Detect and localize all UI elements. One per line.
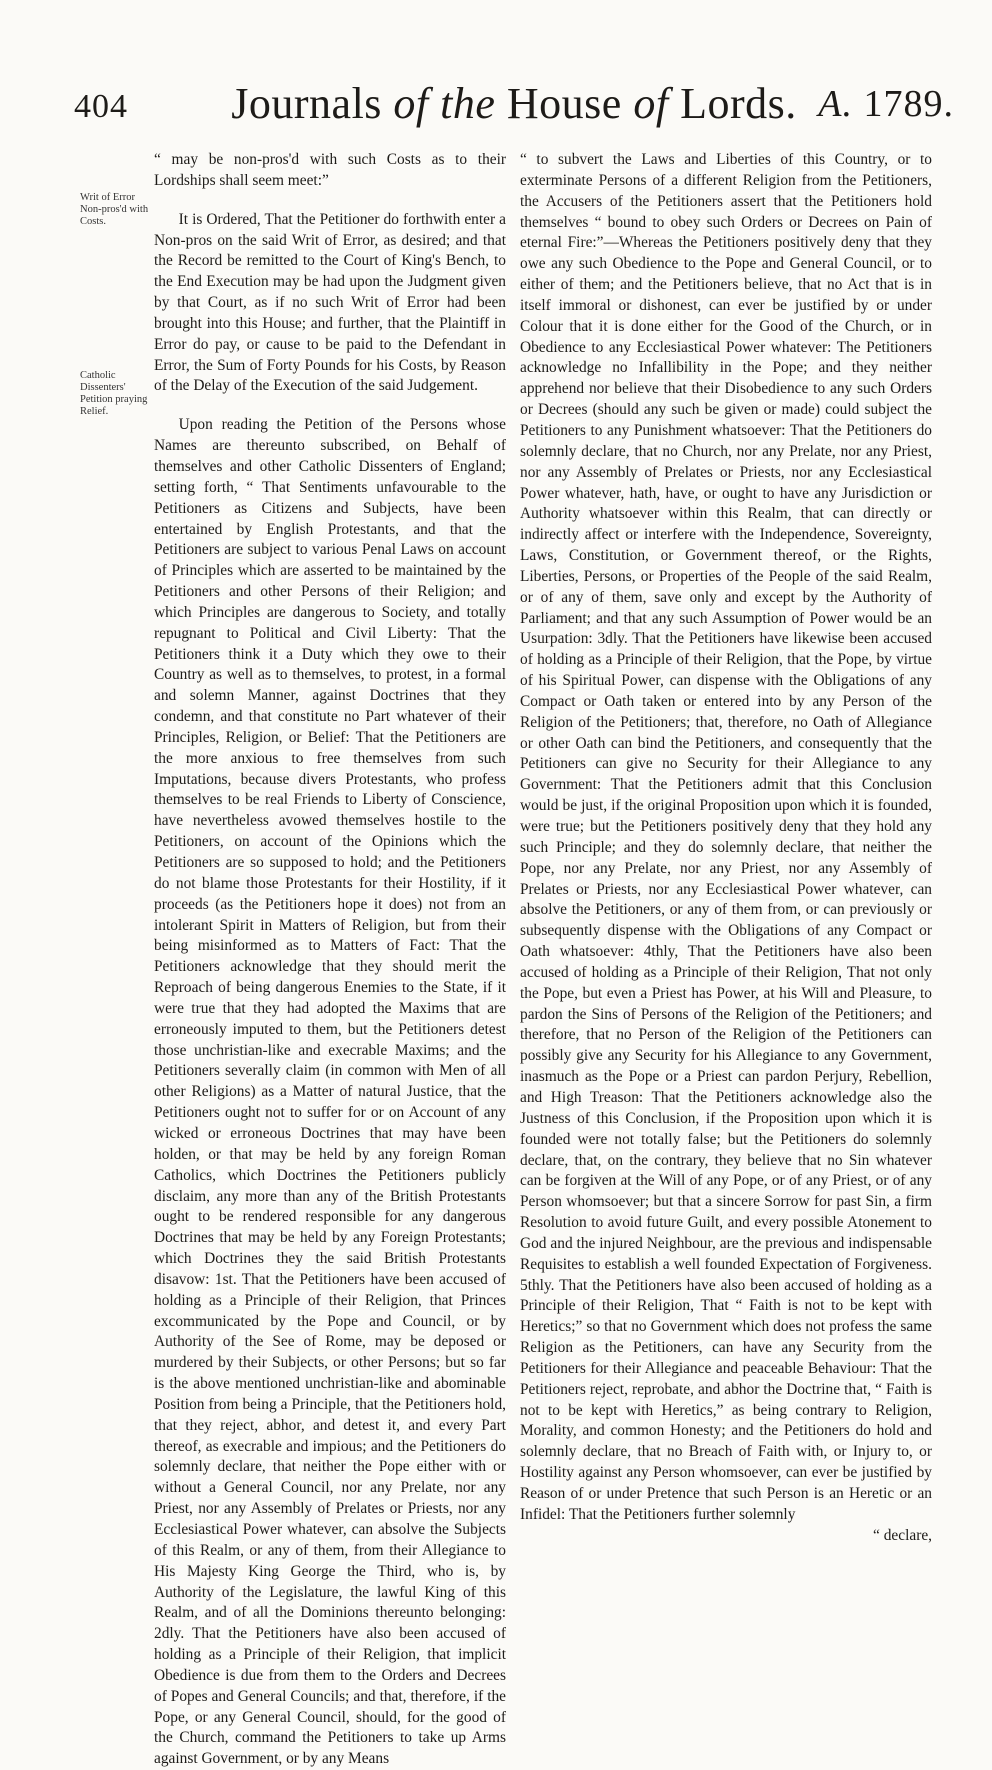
margin-note-writ-of-error: Writ of Error Non-pros'd with Costs. [80,192,149,227]
right-para-1: “ to subvert the Laws and Liberties of this Country, or to exterminate Persons of a different Religion from the Petitioners, the Accusers of the Petitioners assert that the Petitioners hold themselves “ bound to obey such Orders or Decrees on Pain of eternal Fire:”—Whereas the Petitioners positively deny that they owe any such Obedience to the Pope and General Council, or to either of them; and the Petitioners believe, that no Act that is in itself immoral or dishonest, can ever be justified by or under Colour that it is done either for the Good of the Church, or in Obedience to any Ecclesiastical Power whatever: The Petitioners acknowledge no Infallibility in the Pope; and they neither apprehend nor believe that their Disobedience to any such Orders or Decrees (should any such be given or made) could subject the Petitioners to any Punishment whatsoever: That the Petitioners do solemnly declare, that no Church, nor any Prelate, nor any Priest, nor any Assembly of Prelates or Priests, nor any Ecclesiastical Power whatever, hath, have, or ought to have any Jurisdiction or Authority whatsoever within this Realm, that can directly or indirectly affect or interfere with the Independence, Sovereignty, Laws, Constitution, or Government thereof, or the Rights, Liberties, Persons, or Properties of the People of the said Realm, or of any of them, save only and except by the Authority of Parliament; and that any such Assumption of Power would be an Usurpation: 3dly. That the Petitioners have likewise been accused of holding as a Principle of their Religion, that the Pope, by virtue of his Spiritual Power, can dispense with the Obligations of any Compact or Oath taken or entered into by any Person of the Religion of the Petitioners; that, therefore, no Oath of Allegiance or other Oath can bind the Petitioners, and consequently that the Petitioners can give no Security for their Allegiance to any Government: That the Petitioners admit that this Conclusion would be just, if the original Proposition upon which it is founded, were true; but the Petitioners positively deny that they hold any such Principle; and they do solemnly declare, that neither the Pope, nor any Prelate, nor any Priest, nor any Assembly of Prelates or Priests, nor any Ecclesiastical Power whatever, can absolve the Petitioners, or any of them from, or can previously or subsequently dispense with the Obligations of any Compact or Oath whatsoever: 4thly, That the Petitioners have also been accused of holding as a Principle of their Religion, That not only the Pope, but even a Priest has Power, at his Will and Pleasure, to pardon the Sins of Persons of the Religion of the Petitioners; and therefore, that no Person of the Religion of the Petitioners can possibly give any Security for his Allegiance to any Government, inasmuch as the Pope or a Priest can pardon Perjury, Rebellion, and High Treason: That the Petitioners acknowledge also the Justness of this Conclusion, if the Proposition upon which it is founded were not totally false; but the Petitioners do solemnly declare, that, on the contrary, they believe that no Sin whatever can be forgiven at the Will of any Pope, or of any Priest, or of any Person whomsoever; but that a sincere Sorrow for past Sin, a firm Resolution to avoid future Guilt, and every possible Atonement to God and the injured Neighbour, are the previous and indispensable Requisites to establish a well founded Expectation of Forgiveness. 5thly. That the Petitioners have also been accused of holding as a Principle of their Religion, That “ Faith is not to be kept with Heretics;” so that no Government which does not profess the same Religion as the Petitioners, can have any Security from the Petitioners for their Allegiance and peaceable Behaviour: That the Petitioners reject, reprobate, and abhor the Doctrine that, “ Faith is not to be kept with Heretics,” as being contrary to Religion, Morality, and common Honesty; and the Petitioners do hold and solemnly declare, that no Breach of Faith with, or Injury to, or Hostility against any Person whomsoever, can ever be justified by Reason of or under Pretence that such Person is an Heretic or an Infidel: That the Petitioners further solemnly [520,151,932,1523]
page-number: 404 [74,88,128,125]
catchword: “ declare, [873,1526,932,1544]
year-value: 1789. [853,83,954,125]
left-column [154,150,506,1770]
year [818,82,954,126]
year-prefix: A. [818,83,853,125]
left-para-3: Upon reading the Petition of the Persons whose Names are thereunto subscribed, on Behalf of themselves and other Catholic Dissenters of England; setting forth, “ That Sentiments unfavourable to the Petitioners as Citizens and Subjects, have been entertained by English Protestants, and that the Petitioners are subject to various Penal Laws on account of Principles which are asserted to be maintained by the Petitioners and other Persons of their Religion; and which Principles are dangerous to Society, and totally repugnant to Political and Civil Liberty: That the Petitioners think it a Duty which they owe to their Country as well as to themselves, to protest, in a formal and solemn Manner, against Doctrines that they condemn, and that constitute no Part whatever of their Principles, Religion, or Belief: That the Petitioners are the more anxious to free themselves from such Imputations, because divers Protestants, who profess themselves to be real Friends to Liberty of Conscience, have nevertheless avowed themselves hostile to the Petitioners, on account of the Opinions which the Petitioners are so supposed to hold; and the Petitioners do not blame those Protestants for their Hostility, if it proceeds (as the Petitioners hope it does) not from an intolerant Spirit in Matters of Religion, but from their being misinformed as to Matters of Fact: That the Petitioners acknowledge that they should merit the Reproach of being dangerous Enemies to the State, if it were true that they had adopted the Maxims that are erroneously imputed to them, but the Petitioners detest those unchristian-like and execrable Maxims; and the Petitioners severally claim (in common with Men of all other Religions) as a Matter of natural Justice, that the Petitioners ought not to suffer for or on Account of any wicked or erroneous Doctrines that may have been holden, or that may be held by any foreign Roman Catholics, which Doctrines the Petitioners publicly disclaim, any more than any of the British Protestants ought to be rendered responsible for any dangerous Doctrines that may be held by any Foreign Protestants; which Doctrines they the said British Protestants disavow: 1st. That the Petitioners have been accused of holding as a Principle of their Religion, that Princes excommunicated by the Pope and Council, or by Authority of the See of Rome, may be deposed or murdered by their Subjects, or other Persons; but so far is the above mentioned unchristian-like and abominable Position from being a Principle, that the Petitioners hold, that they reject, abhor, and detest it, and every Part thereof, as execrable and impious; and the Petitioners do solemnly declare, that neither the Pope either with or without a General Council, nor any Prelate, nor any Priest, nor any Assembly of Prelates or Priests, nor any Ecclesiastical Power whatever, can absolve the Subjects of this Realm, or any of them, from their Allegiance to His Majesty King George the Third, who is, by Authority of the Legislature, the lawful King of this Realm, and of all the Dominions thereunto belonging: 2dly. That the Petitioners have also been accused of holding as a Principle of their Religion, that implicit Obedience is due from them to the Orders and Decrees of Popes and General Councils; and that, therefore, if the Pope, or any General Council, should, for the good of the Church, command the Petitioners to take up Arms against Government, or by any Means [154,416,506,1768]
left-para-2: It is Ordered, That the Petitioner do forthwith enter a Non-pros on the said Writ of Error, as desired; and that the Record be remitted to the Court of King's Bench, to the End Execution may be had upon the Judgment given by that Court, as if no such Writ of Error had been brought into this House; and further, that the Plaintiff in Error do pay, or cause to be paid to the Defendant in Error, the Sum of Forty Pounds for his Costs, by Reason of the Delay of the Execution of the said Judgement. [154,210,506,395]
title-part-5: Lords. [668,79,797,128]
title-part-2: of the [393,79,496,128]
title-part-3: House [495,79,634,128]
margin-note-catholic-dissenters: Catholic Dissenters' Petition praying Relief. [80,370,148,417]
page-header [74,78,954,138]
left-para-1: “ may be non-pros'd with such Costs as to their Lordships shall seem meet:” [154,151,506,189]
right-column [520,150,932,1547]
title-part-1: Journals [231,79,394,128]
title-part-4: of [633,79,669,128]
